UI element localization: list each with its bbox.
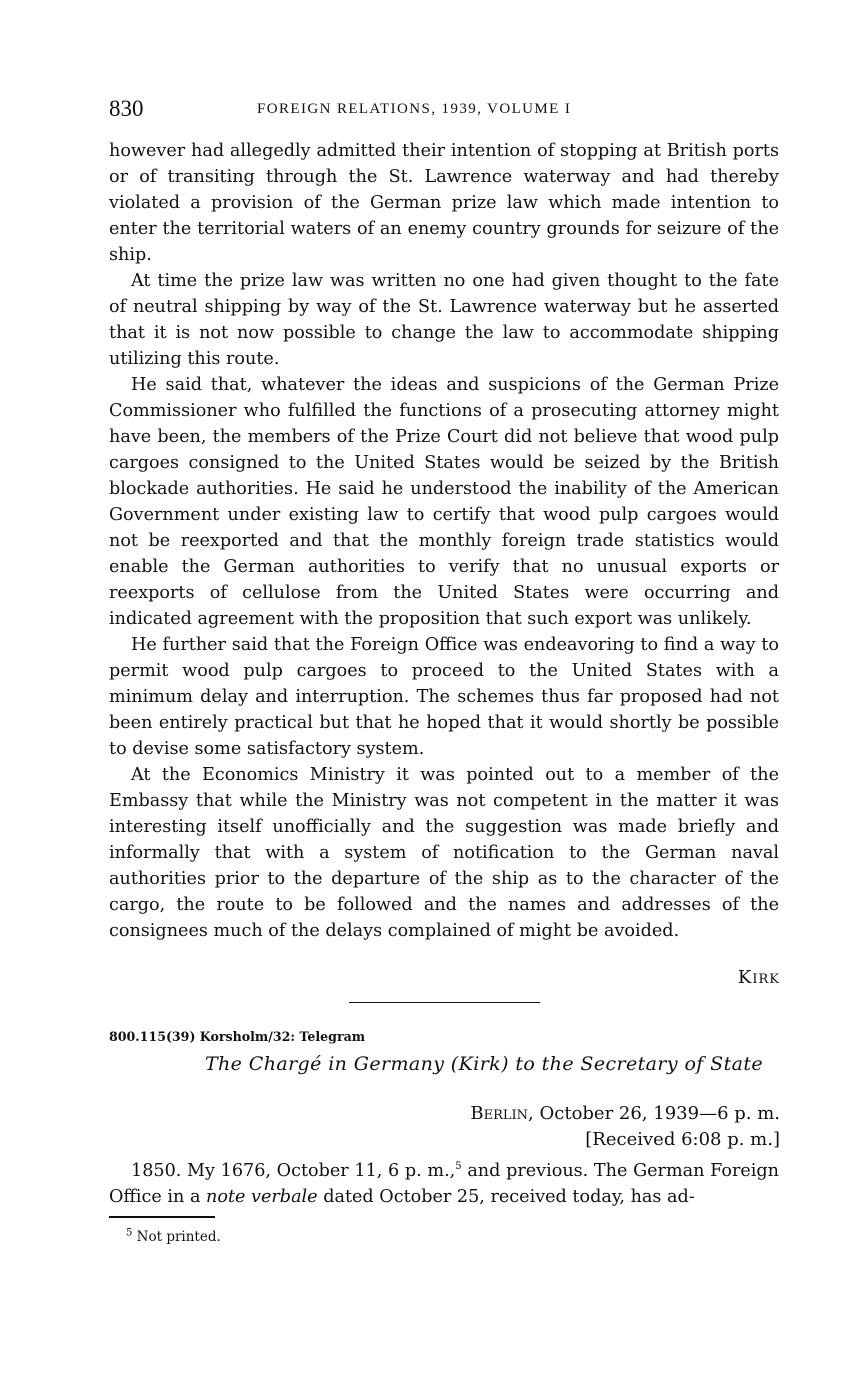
paragraph: He said that, whatever the ideas and suspicions of the German Prize Commissioner who fulfilled the functions of a prosecuting attorney might have been, the members of the Prize Court did not believe that wood pulp cargoes consigned to the United States would be seized by the British blockade authorities. He said he understood the inability of the American Government under existing law to certify that wood pulp cargoes would not be reexported and that the monthly foreign trade statistics would enable the German authorities to verify that no unusual exports or reexports of cellulose from the United States were occurring and indicated agreement with the proposition that such export was unlikely. <box>109 375 779 629</box>
paragraph: He further said that the Foreign Office was endeavoring to find a way to permit wood pulp cargoes to proceed to the United States with a minimum delay and interruption. The schemes thus far proposed had not been entirely practical but that he hoped that it would shortly be possible to devise some satisfactory system. <box>109 635 779 759</box>
section-divider <box>349 1002 540 1003</box>
telegram-text-end: dated October 25, received today, has ad- <box>317 1187 695 1207</box>
page-number: 830 <box>109 96 144 121</box>
paragraph <box>109 1158 779 1210</box>
footnote <box>126 1229 221 1245</box>
telegram-text-middle: and previous. The German Foreign Office in a <box>109 1161 780 1207</box>
footnote-marker: 5 <box>126 1227 133 1239</box>
telegram-text <box>109 1158 779 1210</box>
paragraph-continuation: however had allegedly admitted their intention of stopping at British ports or of transiting through the St. Lawrence waterway and had thereby violated a provision of the German prize law which made intention to enter the territorial waters of an enemy country grounds for seizure of the ship. <box>109 141 779 265</box>
paragraph: At time the prize law was written no one had given thought to the fate of neutral shipping by way of the St. Lawrence waterway but he asserted that it is not now possible to change the law to accommodate shipping utilizing this route. <box>109 271 779 369</box>
dateline <box>470 1103 780 1124</box>
received-line: [Received 6:08 p. m.] <box>585 1129 780 1150</box>
footnote-rule <box>109 1216 215 1218</box>
telegram-text-start: 1850. My 1676, October 11, 6 p. m., <box>131 1161 456 1181</box>
footnote-reference: 5 <box>455 1161 462 1173</box>
page-header <box>109 96 781 124</box>
body-text <box>109 138 779 944</box>
footnote-text: Not printed. <box>136 1229 221 1245</box>
file-reference: 800.115(39) Korsholm/32: Telegram <box>109 1029 366 1044</box>
running-title: FOREIGN RELATIONS, 1939, VOLUME I <box>257 101 572 117</box>
dateline-place: Berlin, <box>470 1103 534 1124</box>
document-title: The Chargé in Germany (Kirk) to the Secretary of State <box>204 1053 764 1075</box>
dateline-date: October 26, 1939—6 p. m. <box>533 1103 780 1124</box>
paragraph: At the Economics Ministry it was pointed out to a member of the Embassy that while the Ministry was not competent in the matter it was interesting itself unofficially and the suggestion was made briefly and informally that with a system of notification to the German naval authorities prior to the departure of the ship as to the character of the cargo, the route to be followed and the names and addresses of the consignees much of the delays complained of might be avoided. <box>109 765 779 941</box>
signature: Kirk <box>737 967 780 988</box>
italic-phrase: note verbale <box>206 1187 318 1207</box>
